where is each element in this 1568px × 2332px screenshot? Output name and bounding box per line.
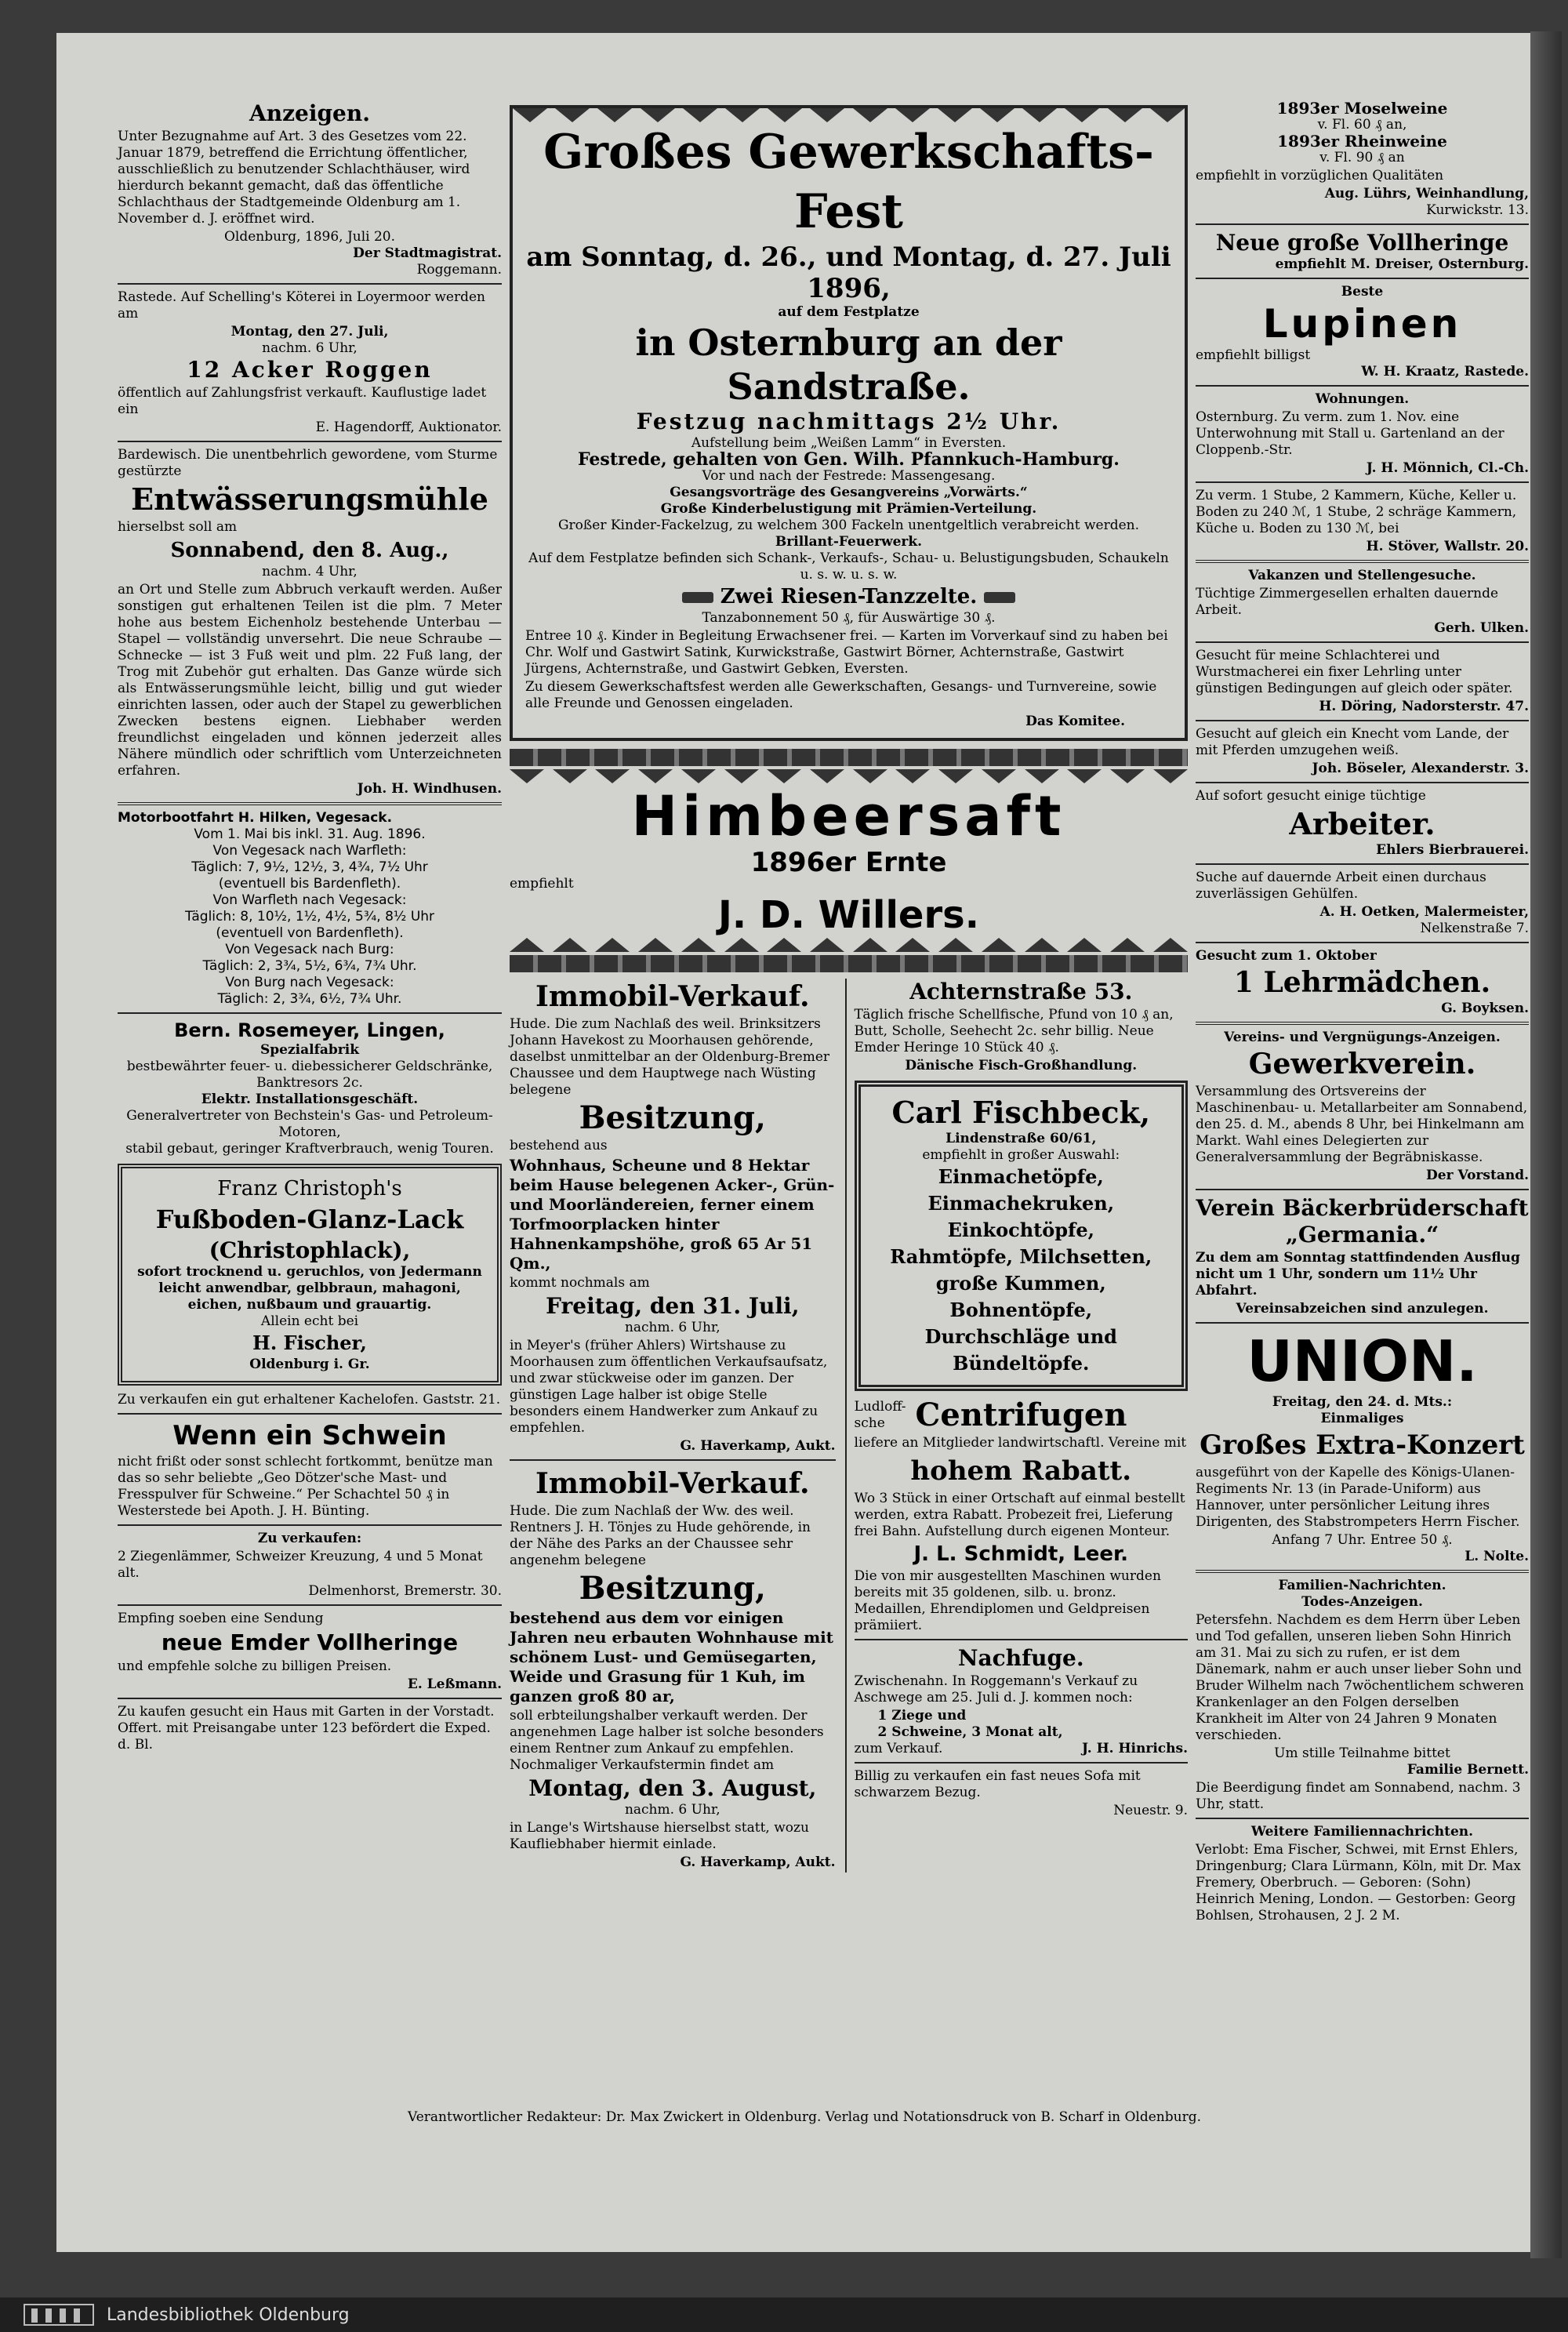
sofa-address: Neuestr. 9. bbox=[1113, 1803, 1188, 1818]
wohnung-1-signature: J. H. Mönnich, Cl.-Ch. bbox=[1366, 460, 1529, 476]
vakanz-1-signature: Gerh. Ulken. bbox=[1434, 620, 1529, 636]
divider bbox=[118, 1012, 502, 1014]
lupinen-empfiehlt: empfiehlt billigst bbox=[1196, 347, 1311, 363]
feuerwerk: Brillant-Feuerwerk. bbox=[775, 534, 923, 550]
fischbeck-item: große Kummen, bbox=[935, 1272, 1106, 1295]
rosemeyer-title: Bern. Rosemeyer, Lingen, bbox=[174, 1019, 445, 1041]
vakanz-3-text: Gesucht auf gleich ein Knecht vom Lande, der mit Pferden umzugehen weiß. bbox=[1196, 726, 1509, 758]
divider bbox=[1196, 720, 1529, 721]
baecker-title: Verein Bäckerbrüderschaft bbox=[1196, 1195, 1529, 1221]
kinderbelustigung: Große Kinderbelustigung mit Prämien-Verteilung. bbox=[660, 501, 1037, 517]
ziegen-signature: Delmenhorst, Bremerstr. 30. bbox=[308, 1583, 502, 1599]
nachfuge-item: 2 Schweine, 3 Monat alt, bbox=[877, 1724, 1063, 1740]
bardewisch-text: Bardewisch. Die unentbehrlich gewordene, vom Sturme gestürzte bbox=[118, 447, 498, 479]
familien-section bbox=[1196, 1578, 1529, 1924]
nachfuge-body: Zwischenahn. In Roggemann's Verkauf zu Aschwege am 25. Juli d. J. kommen noch: bbox=[854, 1673, 1138, 1705]
immo1-date: Freitag, den 31. Juli, bbox=[546, 1293, 800, 1319]
achternstrasse-ad bbox=[855, 979, 1188, 1074]
lack-title: Franz Christoph's bbox=[217, 1177, 402, 1201]
gewerkverein-title: Gewerkverein. bbox=[1248, 1048, 1476, 1081]
motorboat-row: Von Warfleth nach Vegesack: bbox=[212, 892, 407, 908]
wein-signature: Aug. Lührs, Weinhandlung, bbox=[1324, 186, 1529, 202]
nachfuge-ad bbox=[855, 1645, 1188, 1757]
ornament-border bbox=[513, 108, 1185, 122]
schlachthaus-signature: Der Stadtmagistrat. bbox=[353, 245, 502, 261]
ornament-border bbox=[510, 769, 1188, 783]
rastede-roggen-ad bbox=[118, 289, 502, 436]
fischbeck-item: Einkochtöpfe, bbox=[947, 1219, 1094, 1241]
bardewisch-date: Sonnabend, den 8. Aug., bbox=[170, 539, 449, 562]
wein-address: Kurwickstr. 13. bbox=[1426, 202, 1529, 218]
imprint-line: Verantwortlicher Redakteur: Dr. Max Zwickert in Oldenburg. Verlag und Notationsdruck von B. Scharf in Oldenburg. bbox=[408, 2109, 1201, 2125]
haus-gesucht-ad bbox=[118, 1704, 502, 1753]
rosemeyer-line: bestbewährter feuer- u. diebessicherer Geldschränke, Banktresors 2c. bbox=[126, 1059, 493, 1091]
union-time: Anfang 7 Uhr. Entree 50 ₰. bbox=[1272, 1532, 1453, 1548]
himbeersaft-seller: J. D. Willers. bbox=[718, 893, 979, 937]
wein-mosel-price: v. Fl. 60 ₰ an, bbox=[1317, 117, 1407, 133]
lehrmaedchen-headline: 1 Lehrmädchen. bbox=[1233, 966, 1491, 999]
immo1-kommt: kommt nochmals am bbox=[510, 1275, 650, 1291]
motorboat-row: (eventuell bis Bardenfleth). bbox=[218, 876, 401, 892]
rosemeyer-line: Spezialfabrik bbox=[260, 1042, 359, 1058]
fischbeck-intro: empfiehlt in großer Auswahl: bbox=[922, 1147, 1120, 1163]
vollheringe-intro: Empfing soeben eine Sendung bbox=[118, 1611, 324, 1626]
lupinen-ad bbox=[1196, 284, 1529, 380]
immo2-mid: soll erbteilungshalber verkauft werden. Der angenehmen Lage halber ist solche besonders einem Rentner zum Ankauf zu empfehlen. Nochmaliger Verkaufstermin findet am bbox=[510, 1708, 824, 1773]
motorboat-ad bbox=[118, 810, 502, 1008]
lack-only: Allein echt bei bbox=[260, 1313, 359, 1329]
divider bbox=[118, 1413, 502, 1415]
vollheringe-body: und empfehle solche zu billigen Preisen. bbox=[118, 1658, 392, 1674]
divider bbox=[118, 441, 502, 442]
todes-heading: Todes-Anzeigen. bbox=[1301, 1594, 1423, 1610]
wein-mosel: 1893er Moselweine bbox=[1276, 99, 1448, 118]
vakanzen-heading: Vakanzen und Stellengesuche. bbox=[1248, 568, 1476, 583]
fischbeck-address: Lindenstraße 60/61, bbox=[946, 1131, 1097, 1146]
buden: Auf dem Festplatze befinden sich Schank-, Verkaufs-, Schau- u. Belustigungsbuden, Schaukeln u. s. w. u. s. w. bbox=[528, 550, 1169, 583]
wohnung-2-text: Zu verm. 1 Stube, 2 Kammern, Küche, Keller u. Boden zu 240 ℳ, 1 Stube, 2 schräge Kammern, Küche u. Boden zu 130 ℳ, bei bbox=[1196, 488, 1517, 536]
bardewisch-body: an Ort und Stelle zum Abbruch verkauft werden. Außer sonstigen gut erhaltenen Teilen ist die plm. 7 Meter hohe aus bestem Eichenholz bestehende Unterbau — Stapel — vollständig unversehrt. Die neue Schraube — Schnecke — ist 3 Fuß weit und plm. 22 Fuß lang, der Trog mit Zubehör gut erhalten. Das Ganze würde sich als Entwässerungsmühle leicht, billig und gut wieder einrichten lassen, oder auch der Stapel zu gewerblichen Zwecken bestens eignen. Liebhaber werden freundlichst eingeladen und können jederzeit alles Nähere mündlich oder schriftlich vom Unterzeichneten erfahren. bbox=[118, 582, 502, 779]
vollheringe-right-ad bbox=[1196, 230, 1529, 273]
middle-column bbox=[510, 100, 1188, 1873]
centri-dealer: J. L. Schmidt, Leer. bbox=[913, 1542, 1129, 1566]
centrifugen-ad bbox=[855, 1397, 1188, 1634]
immo2-intro: Hude. Die zum Nachlaß der Ww. des weil. Rentners J. H. Tönjes zu Hude gehörende, in der Nähe des Parks an der Chaussee sehr angenehm belegene bbox=[510, 1503, 811, 1568]
motorboat-row: Täglich: 7, 9½, 12½, 3, 4¾, 7½ Uhr bbox=[191, 859, 428, 875]
fischbeck-item: Bündeltöpfe. bbox=[953, 1352, 1090, 1375]
fest-place-intro: auf dem Festplatze bbox=[778, 304, 920, 320]
arbeiter-headline: Arbeiter. bbox=[1289, 806, 1436, 841]
rastede-text: Rastede. Auf Schelling's Köterei in Loyermoor werden am bbox=[118, 289, 485, 321]
lack-dealer: H. Fischer, bbox=[252, 1331, 367, 1354]
vakanzen-section bbox=[1196, 568, 1529, 1017]
aufstellung: Aufstellung beim „Weißen Lamm“ in Eversten. bbox=[691, 435, 1007, 451]
immo1-time: nachm. 6 Uhr, bbox=[624, 1320, 720, 1335]
nachfuge-item: 1 Ziege und bbox=[877, 1708, 967, 1724]
divider bbox=[118, 1698, 502, 1699]
nachfuge-verkauf: zum Verkauf. bbox=[854, 1741, 943, 1756]
gewerkverein-signature: Der Vorstand. bbox=[1426, 1168, 1529, 1183]
entree-text: Entree 10 ₰. Kinder in Begleitung Erwachsener frei. — Karten im Vorverkauf sind zu haben bei Chr. Wolf und Gastwirt Satink, Kurwickstraße, Gastwirt Börner, Achternstraße, Gastwirt Jürgens, Achternstraße, und Gastwirt Gebken, Eversten. bbox=[525, 628, 1168, 677]
immo2-headline: Besitzung, bbox=[579, 1570, 766, 1607]
divider bbox=[510, 1459, 836, 1461]
schlachthaus-text: Unter Bezugnahme auf Art. 3 des Gesetzes vom 22. Januar 1879, betreffend die Errichtung öffentlicher, ausschließlich zu benutzender Schlachthäuser, wird hierdurch bekannt gemacht, daß das öffentliche Schlachthaus der Stadtgemeinde Oldenburg am 1. November d. J. eröffnet wird. bbox=[118, 129, 470, 227]
union-date: Freitag, den 24. d. Mts.: bbox=[1272, 1394, 1453, 1410]
nachfuge-title: Nachfuge. bbox=[957, 1645, 1084, 1671]
sofa-text: Billig zu verkaufen ein fast neues Sofa mit schwarzem Bezug. bbox=[854, 1768, 1141, 1800]
right-column bbox=[1196, 100, 1529, 1926]
todes-bitte: Um stille Teilnahme bittet bbox=[1274, 1745, 1450, 1761]
fischbeck-item: Durchschläge und bbox=[924, 1325, 1117, 1348]
einladung-text: Zu diesem Gewerkschaftsfest werden alle Gewerkschaften, Gesangs- und Turnvereine, sowie alle Freunde und Genossen eingeladen. bbox=[525, 679, 1157, 711]
motorboat-row: Von Vegesack nach Warfleth: bbox=[212, 843, 407, 859]
rastede-tail: öffentlich auf Zahlungsfrist verkauft. Kauflustige ladet ein bbox=[118, 385, 487, 417]
familien-heading: Familien-Nachrichten. bbox=[1278, 1578, 1446, 1593]
divider bbox=[855, 1762, 1188, 1764]
divider bbox=[118, 283, 502, 285]
divider bbox=[855, 1639, 1188, 1640]
union-konzert-ad bbox=[1196, 1328, 1529, 1565]
divider bbox=[1196, 560, 1529, 563]
divider bbox=[1196, 1189, 1529, 1190]
divider bbox=[1196, 385, 1529, 387]
wein-rhein-price: v. Fl. 90 ₰ an bbox=[1319, 150, 1405, 165]
ziegen-title: Zu verkaufen: bbox=[257, 1531, 362, 1546]
divider bbox=[1196, 1570, 1529, 1573]
rosemeyer-line: stabil gebaut, geringer Kraftverbrauch, wenig Touren. bbox=[125, 1141, 494, 1157]
vakanz-3-signature: Joh. Böseler, Alexanderstr. 3. bbox=[1312, 761, 1529, 776]
lack-subtitle: (Christophlack), bbox=[209, 1237, 411, 1263]
left-column bbox=[118, 100, 502, 1755]
bardewisch-time: nachm. 4 Uhr, bbox=[262, 564, 358, 579]
gewerkschaftsfest-ad bbox=[510, 105, 1188, 741]
lehrmaedchen-intro: Gesucht zum 1. Oktober bbox=[1196, 948, 1377, 964]
wohnung-1-text: Osternburg. Zu verm. zum 1. Nov. eine Unterwohnung mit Stall u. Gartenland an der Cloppenb.-Str. bbox=[1196, 409, 1504, 458]
middle-lower-area bbox=[510, 979, 1188, 1873]
immo2-details: bestehend aus dem vor einigen Jahren neu erbauten Wohnhause mit schönem Lust- und Gemüsegarten, Weide und Grasung für 1 Kuh, im ganzen groß 80 ar, bbox=[510, 1608, 833, 1705]
festzug: Festzug nachmittags 2½ Uhr. bbox=[636, 409, 1062, 434]
bardewisch-ad bbox=[118, 447, 502, 797]
wein-ad bbox=[1196, 100, 1529, 219]
centri-sub: liefere an Mitglieder landwirtschaftl. Vereine mit bbox=[854, 1435, 1187, 1451]
immobil-verkauf-1-ad bbox=[510, 979, 836, 1455]
himbeersaft-title: Himbeersaft bbox=[631, 784, 1066, 848]
immo1-signature: G. Haverkamp, Aukt. bbox=[680, 1438, 836, 1454]
gesangsvortraege: Gesangsvorträge des Gesangvereins „Vorwärts.“ bbox=[670, 485, 1028, 500]
immo1-title: Immobil-Verkauf. bbox=[535, 980, 810, 1013]
weitere-body: Verlobt: Ema Fischer, Schwei, mit Ernst Ehlers, Dringenburg; Clara Lürmann, Köln, mit Dr. Max Fremery, Oberbruch. — Geboren: (Sohn) Heinrich Mening, London. — Gestorben: Georg Bohlsen, Strohausen, 2 J. 2 M. bbox=[1196, 1842, 1521, 1923]
divider bbox=[1196, 223, 1529, 225]
wein-body: empfiehlt in vorzüglichen Qualitäten bbox=[1196, 168, 1444, 183]
immo2-tail: in Lange's Wirtshause hierselbst statt, wozu Kaufliebhaber hiermit einlade. bbox=[510, 1820, 809, 1852]
immo1-bestehend: bestehend aus bbox=[510, 1138, 608, 1153]
immo1-details: Wohnhaus, Scheune und 8 Hektar beim Hause belegenen Acker-, Grün- und Moorländereien, ferner einem Torfmoorplacken hinter Hahnenkampshöhe, groß 65 Ar 51 Qm., bbox=[510, 1156, 835, 1273]
achtern-signature: Dänische Fisch-Großhandlung. bbox=[905, 1058, 1138, 1073]
festrede: Festrede, gehalten von Gen. Wilh. Pfannkuch-Hamburg. bbox=[578, 449, 1120, 470]
vollheringe-signature: E. Leßmann. bbox=[407, 1676, 502, 1692]
pointing-hand-right-icon bbox=[984, 592, 1015, 603]
lupinen-beste: Beste bbox=[1341, 284, 1384, 300]
library-building-icon bbox=[24, 2304, 94, 2326]
tanzzelte: Zwei Riesen-Tanzzelte. bbox=[720, 585, 978, 608]
fischbeck-title: Carl Fischbeck, bbox=[891, 1095, 1151, 1130]
immo2-signature: G. Haverkamp, Aukt. bbox=[680, 1854, 836, 1870]
union-headline: UNION. bbox=[1247, 1328, 1478, 1394]
ornament-band bbox=[510, 749, 1188, 766]
ornament-border bbox=[510, 938, 1188, 952]
gehuelfe-text: Suche auf dauernde Arbeit einen durchaus zuverlässigen Gehülfen. bbox=[1196, 870, 1486, 902]
wohnungen-heading: Wohnungen. bbox=[1315, 391, 1410, 407]
fischbeck-item: Einmachetöpfe, bbox=[938, 1165, 1104, 1188]
centri-body: Wo 3 Stück in einer Ortschaft auf einmal bestellt werden, extra Rabatt. Probezeit frei, Lieferung frei Bahn. Aufstellung durch eigenen Monteur. bbox=[854, 1491, 1185, 1539]
schwein-headline: Wenn ein Schwein bbox=[172, 1420, 447, 1451]
rosemeyer-line: Generalvertreter von Bechstein's Gas- und Petroleum-Motoren, bbox=[126, 1108, 493, 1140]
union-signature: L. Nolte. bbox=[1465, 1549, 1529, 1564]
bardewisch-mid: hierselbst soll am bbox=[118, 519, 238, 535]
lack-headline: Fußboden-Glanz-Lack bbox=[155, 1204, 464, 1234]
rastede-time: nachm. 6 Uhr, bbox=[262, 340, 358, 356]
fischbeck-item: Rahmtöpfe, Milchsetten, bbox=[890, 1245, 1152, 1268]
vollheringe-right-signature: empfiehlt M. Dreiser, Osternburg. bbox=[1275, 256, 1529, 272]
centri-headline: hohem Rabatt. bbox=[910, 1455, 1132, 1487]
motorboat-row: Von Vegesack nach Burg: bbox=[225, 942, 394, 957]
kachelofen-ad bbox=[118, 1392, 502, 1408]
divider bbox=[118, 1604, 502, 1606]
todes-tail: Die Beerdigung findet am Sonnabend, nachm. 3 Uhr, statt. bbox=[1196, 1780, 1521, 1812]
vereins-heading: Vereins- und Vergnügungs-Anzeigen. bbox=[1224, 1030, 1501, 1045]
immo1-tail: in Meyer's (früher Ahlers) Wirtshause zu Moorhausen zum öffentlichen Verkaufsaufsatz, und zwar stückweise oder im ganzen. Der günstigen Lage halber ist obige Stelle besonders einem Handwerker zum Ankauf zu empfehlen. bbox=[510, 1338, 828, 1436]
haus-gesucht-text: Zu kaufen gesucht ein Haus mit Garten in der Vorstadt. Offert. mit Preisangabe unter 123 befördert die Exped. d. Bl. bbox=[118, 1704, 495, 1753]
immo1-headline: Besitzung, bbox=[579, 1099, 766, 1136]
himbeersaft-ad bbox=[510, 749, 1188, 972]
ziegen-body: 2 Ziegenlämmer, Schweizer Kreuzung, 4 und 5 Monat alt. bbox=[118, 1549, 483, 1581]
gehuelfe-signature: A. H. Oetken, Malermeister, bbox=[1319, 904, 1529, 920]
centri-title: Centrifugen bbox=[915, 1397, 1127, 1433]
himbeersaft-empfiehlt: empfiehlt bbox=[510, 876, 574, 892]
fest-title: Großes Gewerkschafts-Fest bbox=[543, 125, 1154, 239]
immo2-title: Immobil-Verkauf. bbox=[535, 1467, 810, 1500]
fischbeck-item: Bohnentöpfe, bbox=[949, 1299, 1093, 1321]
divider bbox=[1196, 942, 1529, 943]
vakanz-1-text: Tüchtige Zimmergesellen erhalten dauernde Arbeit. bbox=[1196, 586, 1499, 618]
centri-tail: Die von mir ausgestellten Maschinen wurden bereits mit 35 goldenen, silb. u. bronz. Medaillen, Ehrendiplomen und Geldpreisen prämiiert. bbox=[854, 1568, 1161, 1633]
rosemeyer-line: Elektr. Installationsgeschäft. bbox=[201, 1092, 419, 1107]
tanzabonnement: Tanzabonnement 50 ₰, für Auswärtige 30 ₰. bbox=[702, 610, 996, 626]
motorboat-row: Täglich: 8, 10½, 1½, 4½, 5¾, 8½ Uhr bbox=[184, 909, 435, 924]
page-edge-shadow bbox=[1530, 31, 1562, 2258]
schlachthaus-signature-name: Roggemann. bbox=[416, 262, 502, 278]
baecker-tail: Vereinsabzeichen sind anzulegen. bbox=[1236, 1301, 1489, 1317]
motorboat-row: Von Burg nach Vegesack: bbox=[225, 975, 394, 990]
wohnungen-section bbox=[1196, 391, 1529, 555]
baecker-name: „Germania.“ bbox=[1285, 1222, 1439, 1248]
divider bbox=[1196, 641, 1529, 643]
lehrmaedchen-signature: G. Boyksen. bbox=[1441, 1001, 1529, 1016]
immo2-time: nachm. 6 Uhr, bbox=[624, 1802, 720, 1818]
lack-body: sofort trocknend u. geruchlos, von Jedermann leicht anwendbar, gelbbraun, mahagoni, eichen, nußbaum und grauartig. bbox=[137, 1264, 482, 1313]
rastede-date: Montag, den 27. Juli, bbox=[230, 324, 389, 340]
vakanz-2-text: Gesucht für meine Schlachterei und Wurstmacherei ein fixer Lehrling unter günstigen Bedingungen auf gleich oder später. bbox=[1196, 648, 1513, 696]
fest-place: in Osternburg an der Sandstraße. bbox=[635, 321, 1062, 408]
pointing-hand-left-icon bbox=[682, 592, 713, 603]
arbeiter-intro: Auf sofort gesucht einige tüchtige bbox=[1196, 788, 1426, 804]
motorboat-title: Motorbootfahrt H. Hilken, Vegesack. bbox=[118, 810, 393, 826]
schlachthaus-ad bbox=[118, 100, 502, 278]
nachfuge-signature: J. H. Hinrichs. bbox=[1082, 1741, 1188, 1756]
union-body: ausgeführt von der Kapelle des Königs-Ulanen-Regiments Nr. 13 (in Parade-Uniform) aus Hannover, unter persönlicher Leitung ihres Dirigenten, des Stabstrompeters Herrn Fischer. bbox=[1196, 1465, 1520, 1530]
vereins-section bbox=[1196, 1030, 1529, 1317]
fischbeck-item: Einmachekruken, bbox=[927, 1192, 1115, 1215]
vollheringe-right-title: Neue große Vollheringe bbox=[1215, 230, 1509, 256]
immobil-verkauf-2-ad bbox=[510, 1466, 836, 1871]
fackelzug: Großer Kinder-Fackelzug, zu welchem 300 Fackeln unentgeltlich verabreicht werden. bbox=[557, 518, 1140, 533]
vakanz-2-signature: H. Döring, Nadorsterstr. 47. bbox=[1319, 699, 1529, 714]
rosemeyer-ad bbox=[118, 1019, 502, 1157]
divider bbox=[1196, 1322, 1529, 1324]
middle-lower-right bbox=[845, 979, 1188, 1873]
schwein-body: nicht frißt oder sonst schlecht fortkommt, benütze man das so sehr beliebte „Geo Dötzer'sche Mast- und Fresspulver für Schweine.“ Per Schachtel 50 ₰ in Westerstede bei Apoth. J. H. Bünting. bbox=[118, 1454, 493, 1519]
lack-city: Oldenburg i. Gr. bbox=[249, 1357, 370, 1372]
motorboat-period: Vom 1. Mai bis inkl. 31. Aug. 1896. bbox=[194, 826, 426, 842]
christophlack-ad bbox=[118, 1164, 502, 1386]
rastede-signature: E. Hagendorff, Auktionator. bbox=[315, 420, 502, 435]
komitee-signature: Das Komitee. bbox=[1025, 714, 1125, 729]
vollheringe-ad bbox=[118, 1611, 502, 1693]
divider bbox=[1196, 863, 1529, 865]
achtern-body: Täglich frische Schellfische, Pfund von 10 ₰ an, Butt, Scholle, Seehecht 2c. sehr billig. Neue Emder Heringe 10 Stück 40 ₰. bbox=[854, 1007, 1174, 1055]
massengesang: Vor und nach der Festrede: Massengesang. bbox=[702, 468, 996, 484]
union-einmalig: Einmaliges bbox=[1320, 1411, 1404, 1426]
schwein-ad bbox=[118, 1419, 502, 1520]
motorboat-row: Täglich: 2, 3¾, 5½, 6¾, 7¾ Uhr. bbox=[202, 958, 417, 974]
arbeiter-signature: Ehlers Bierbrauerei. bbox=[1376, 842, 1529, 858]
bardewisch-signature: Joh. H. Windhusen. bbox=[357, 781, 502, 797]
fest-date: am Sonntag, d. 26., und Montag, d. 27. Juli 1896, bbox=[526, 242, 1171, 304]
ziegen-ad bbox=[118, 1531, 502, 1600]
divider bbox=[118, 1524, 502, 1526]
himbeersaft-subtitle: 1896er Ernte bbox=[750, 847, 947, 878]
vollheringe-headline: neue Emder Vollheringe bbox=[161, 1629, 459, 1655]
divider bbox=[1196, 782, 1529, 783]
ornament-band bbox=[510, 955, 1188, 972]
divider bbox=[118, 802, 502, 805]
library-name: Landesbibliothek Oldenburg bbox=[107, 2305, 350, 2325]
fischbeck-ad bbox=[855, 1081, 1188, 1391]
immo1-intro: Hude. Die zum Nachlaß des weil. Brinksitzers Johann Havekost zu Moorhausen gehörende, daselbst unmittelbar an der Oldenburg-Bremer Chaussee und dem Hauptwege nach Wüsting belegene bbox=[510, 1016, 830, 1098]
divider bbox=[1196, 1022, 1529, 1025]
rastede-headline: 12 Acker Roggen bbox=[187, 357, 433, 383]
motorboat-row: Täglich: 2, 3¾, 6½, 7¾ Uhr. bbox=[217, 991, 402, 1007]
kachelofen-text: Zu verkaufen ein gut erhaltener Kachelofen. Gaststr. 21. bbox=[118, 1392, 501, 1408]
union-konzert-title: Großes Extra-Konzert bbox=[1200, 1429, 1525, 1461]
bardewisch-headline: Entwässerungsmühle bbox=[131, 481, 488, 517]
wohnung-2-signature: H. Stöver, Wallstr. 20. bbox=[1366, 539, 1529, 554]
gehuelfe-address: Nelkenstraße 7. bbox=[1420, 921, 1529, 936]
sofa-ad bbox=[855, 1768, 1188, 1819]
weitere-heading: Weitere Familiennachrichten. bbox=[1250, 1824, 1474, 1840]
achtern-title: Achternstraße 53. bbox=[909, 979, 1133, 1004]
todes-signature: Familie Bernett. bbox=[1406, 1762, 1529, 1778]
divider bbox=[1196, 278, 1529, 279]
centri-pre: Ludloff-sche bbox=[854, 1399, 906, 1431]
divider bbox=[1196, 1818, 1529, 1819]
schlachthaus-date: Oldenburg, 1896, Juli 20. bbox=[223, 229, 396, 245]
middle-lower-left bbox=[510, 979, 836, 1873]
lupinen-signature: W. H. Kraatz, Rastede. bbox=[1361, 364, 1529, 380]
gewerkverein-body: Versammlung des Ortsvereins der Maschinenbau- u. Metallarbeiter am Sonnabend, den 25. d. M., abends 8 Uhr, bei Hinkelmann am Markt. Wahl eines Delegierten zur Generalversammlung der Begräbniskasse. bbox=[1196, 1084, 1528, 1165]
baecker-body: Zu dem am Sonntag stattfindenden Ausflug nicht um 1 Uhr, sondern um 11½ Uhr Abfahrt. bbox=[1196, 1250, 1520, 1299]
motorboat-row: (eventuell von Bardenfleth). bbox=[216, 925, 404, 941]
anzeigen-heading: Anzeigen. bbox=[249, 100, 370, 126]
wein-rhein: 1893er Rheinweine bbox=[1277, 132, 1447, 151]
lupinen-headline: Lupinen bbox=[1262, 301, 1462, 347]
immo2-date: Montag, den 3. August, bbox=[528, 1775, 817, 1801]
todes-body: Petersfehn. Nachdem es dem Herrn über Leben und Tod gefallen, unseren lieben Sohn Hinrich am 31. Mai zu sich zu rufen, er ist dem Dänemark, nahm er auch unser lieber Sohn und Bruder Wilhelm nach 7wöchentlichem schweren Krankenlager an den Folgen derselben Krankheit im Alter von 24 Jahren 9 Monaten verschieden. bbox=[1196, 1612, 1524, 1743]
divider bbox=[1196, 481, 1529, 483]
